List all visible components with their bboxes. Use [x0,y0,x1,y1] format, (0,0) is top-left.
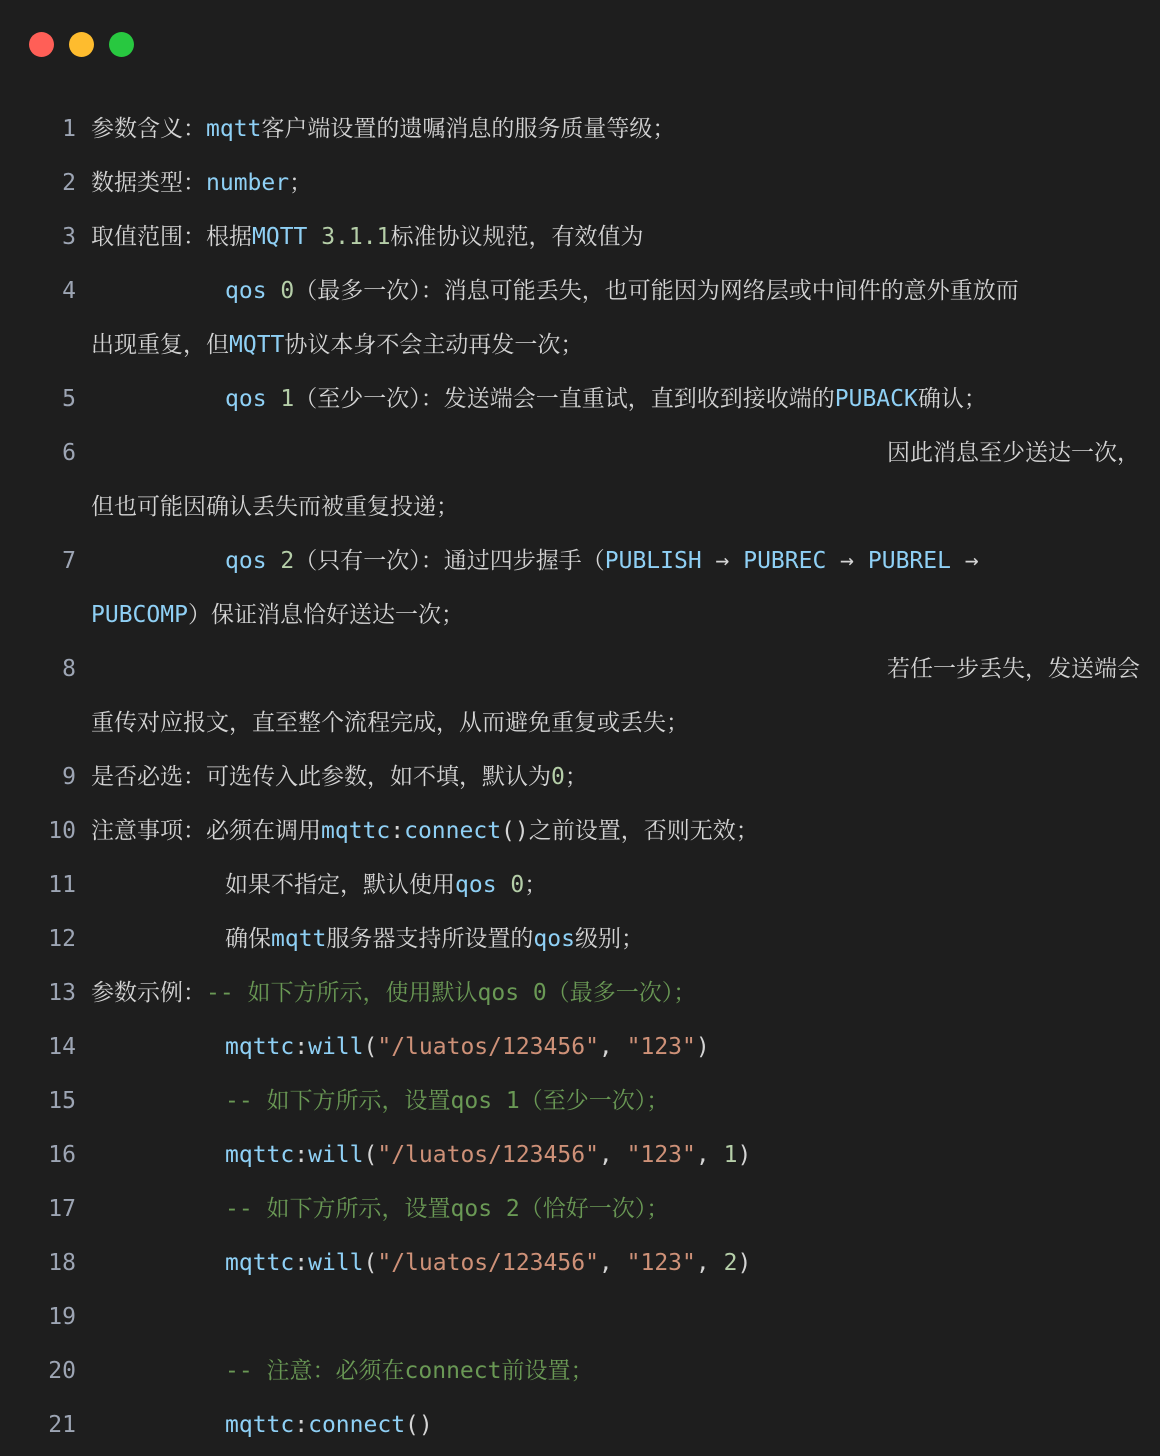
code-token: （只有一次）：通过四步握手（ [294,548,605,574]
line-content [91,588,1150,642]
code-line [0,588,1160,642]
code-token: ； [524,872,548,898]
code-line [0,804,1160,858]
code-line [0,642,1160,696]
code-token: mqttc [225,1250,295,1276]
code-token: () [405,1412,433,1438]
code-line [0,156,1160,210]
window-controls [29,32,134,57]
code-token: 2 [723,1250,738,1276]
line-content [225,1344,1150,1398]
code-token: 1 [266,386,295,412]
code-line [0,1182,1160,1236]
line-number: 13 [48,980,76,1006]
code-token: : [294,1250,309,1276]
code-token: 0 [551,764,565,790]
code-line [0,210,1160,264]
code-line [0,912,1160,966]
code-token: : [390,818,405,844]
code-block [0,102,1160,1452]
code-token: connect [404,818,502,844]
line-content [91,750,1150,804]
code-token: 0 [266,278,295,304]
code-token: MQTT [229,332,285,358]
code-token: PUBCOMP [91,602,188,628]
code-token: mqttc [225,1034,295,1060]
code-token: will [308,1250,364,1276]
code-token: PUBREC [743,548,827,574]
code-token: 1 [723,1142,738,1168]
line-number: 16 [48,1142,76,1168]
code-token: （至少一次）：发送端会一直重试，直到收到接收端的 [294,386,835,412]
line-number: 9 [62,764,76,790]
code-token: -- 注意：必须在connect前设置； [225,1358,594,1384]
line-content [91,318,1150,372]
code-token: "/luatos/123456" [377,1250,599,1276]
code-token: mqtt [206,116,262,142]
code-line [0,534,1160,588]
code-token: connect [308,1412,406,1438]
code-token: 参数示例： [91,980,206,1006]
line-content [225,1074,1150,1128]
code-line [0,318,1160,372]
line-content [91,642,1140,696]
code-token: ()之前设置，否则无效； [501,818,759,844]
line-number: 10 [48,818,76,844]
code-line [0,1344,1160,1398]
code-token: mqttc [225,1412,295,1438]
code-token: ) [737,1250,752,1276]
code-token: -- 如下方所示，使用默认qos 0（最多一次）； [206,980,697,1006]
code-token: 3.1.1 [307,224,391,250]
code-token: : [294,1142,309,1168]
line-number: 3 [62,224,76,250]
code-line [0,1398,1160,1452]
code-line [0,750,1160,804]
code-token: "123" [626,1034,696,1060]
line-content [225,912,1150,966]
code-token: 注意事项：必须在调用 [91,818,321,844]
code-token: ( [363,1034,378,1060]
code-token: , [695,1142,724,1168]
code-line [0,1020,1160,1074]
code-token: "123" [626,1142,696,1168]
code-line [0,858,1160,912]
line-content [225,858,1150,912]
code-token: → [701,548,744,574]
code-token: ) [695,1034,710,1060]
line-content [225,1236,1150,1290]
line-number: 14 [48,1034,76,1060]
code-token: -- 如下方所示，设置qos 2（恰好一次）； [225,1196,670,1222]
code-token: , [598,1034,627,1060]
code-token: 参数含义： [91,116,206,142]
code-token: 数据类型： [91,170,206,196]
code-token: , [598,1250,627,1276]
code-token: number [206,170,290,196]
code-token: qos [225,278,267,304]
line-number: 12 [48,926,76,952]
code-token: 若任一步丢失，发送端会 [887,656,1140,682]
code-token: 客户端设置的遗嘱消息的服务质量等级； [261,116,676,142]
code-token: , [598,1142,627,1168]
line-number: 6 [62,440,76,466]
line-number: 7 [62,548,76,574]
close-dot-icon[interactable] [29,32,54,57]
minimize-dot-icon[interactable] [69,32,94,57]
line-content [91,210,1150,264]
code-token: "123" [626,1250,696,1276]
code-token: 确认； [917,386,987,412]
line-content [225,1182,1150,1236]
line-content [91,480,1150,534]
maximize-dot-icon[interactable] [109,32,134,57]
code-token: "/luatos/123456" [377,1034,599,1060]
code-token: "/luatos/123456" [377,1142,599,1168]
code-line [0,480,1160,534]
code-token: ； [564,764,588,790]
line-number: 4 [62,278,76,304]
code-token: qos [225,386,267,412]
line-content [91,804,1150,858]
code-token: ( [363,1142,378,1168]
code-line [0,966,1160,1020]
code-token: qos [455,872,497,898]
line-content [225,1398,1150,1452]
code-token: mqttc [321,818,391,844]
code-token: ； [289,170,313,196]
line-number: 18 [48,1250,76,1276]
line-content [91,696,1150,750]
code-token: → [826,548,868,574]
code-token: （最多一次）：消息可能丢失，也可能因为网络层或中间件的意外重放而 [294,278,1019,304]
code-token: 如果不指定，默认使用 [225,872,455,898]
code-token: 级别； [574,926,644,952]
code-line [0,1074,1160,1128]
code-token: ）保证消息恰好送达一次； [187,602,464,628]
code-token: ) [737,1142,752,1168]
code-token: 2 [266,548,295,574]
line-number: 11 [48,872,76,898]
code-token: 是否必选：可选传入此参数，如不填，默认为 [91,764,551,790]
code-line [0,1290,1160,1344]
code-token: qos [533,926,575,952]
line-content [225,1020,1150,1074]
line-number: 1 [62,116,76,142]
line-content [225,1128,1150,1182]
code-token: ( [363,1250,378,1276]
code-token: : [294,1412,309,1438]
code-line [0,1128,1160,1182]
line-number: 5 [62,386,76,412]
line-number: 8 [62,656,76,682]
line-number: 17 [48,1196,76,1222]
code-token: → [950,548,979,574]
line-content [91,156,1150,210]
code-token: 协议本身不会主动再发一次； [284,332,584,358]
code-line [0,426,1160,480]
code-token: mqttc [225,1142,295,1168]
code-token: will [308,1034,364,1060]
line-number: 19 [48,1304,76,1330]
code-token: MQTT [252,224,308,250]
code-token: mqtt [271,926,327,952]
line-number: 15 [48,1088,76,1114]
code-token: -- 如下方所示，设置qos 1（至少一次）； [225,1088,670,1114]
code-token: 因此消息至少送达一次， [887,440,1140,466]
code-token: 但也可能因确认丢失而被重复投递； [91,494,459,520]
code-token: : [294,1034,309,1060]
code-token: PUBACK [834,386,918,412]
code-token: PUBLISH [604,548,702,574]
code-token: 出现重复，但 [91,332,229,358]
code-token: will [308,1142,364,1168]
line-content [91,102,1150,156]
code-token: 确保 [225,926,271,952]
line-content [91,426,1140,480]
code-token: 服务器支持所设置的 [326,926,534,952]
line-content [225,534,1150,588]
line-number: 21 [48,1412,76,1438]
code-line [0,696,1160,750]
code-line [0,1236,1160,1290]
code-line [0,372,1160,426]
line-number: 20 [48,1358,76,1384]
code-token: qos [225,548,267,574]
code-token: 重传对应报文，直至整个流程完成，从而避免重复或丢失； [91,710,689,736]
code-line [0,102,1160,156]
code-token: 0 [496,872,525,898]
line-number: 2 [62,170,76,196]
line-content [91,966,1150,1020]
code-token: , [695,1250,724,1276]
code-line [0,264,1160,318]
code-token: 取值范围：根据 [91,224,252,250]
code-token: PUBREL [867,548,951,574]
line-content [225,264,1150,318]
code-token: 标准协议规范，有效值为 [390,224,644,250]
line-content [225,372,1150,426]
